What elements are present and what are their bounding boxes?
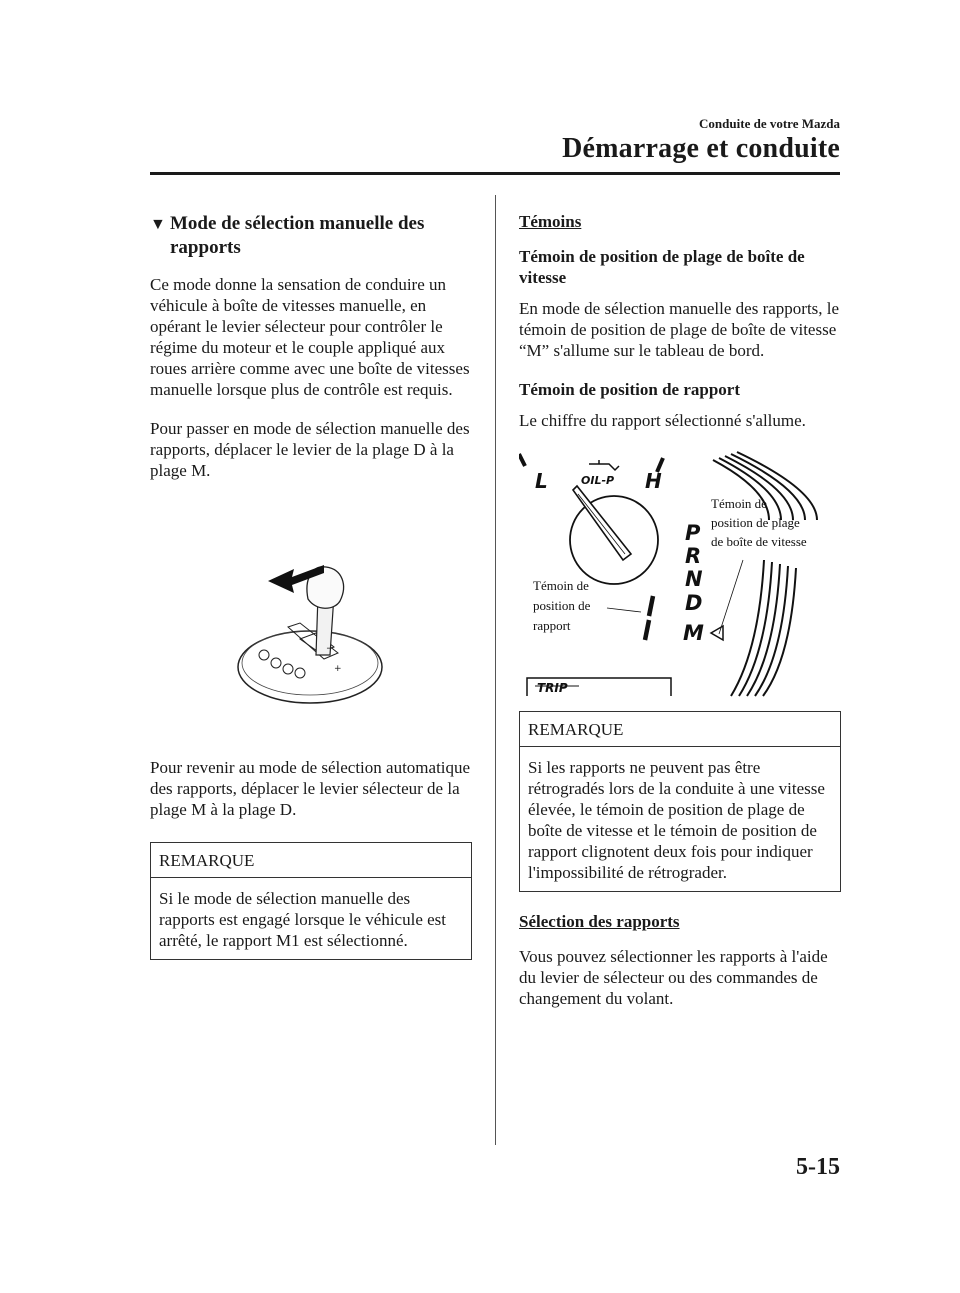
callout-range-line1: Témoin de — [711, 496, 767, 511]
shift-lever-illustration — [230, 555, 390, 705]
range-m: M — [683, 621, 704, 645]
range-indicator-subheading: Témoin de position de plage de boîte de vitesse — [519, 247, 805, 287]
trip-label: TRIP — [537, 681, 568, 695]
range-indicator-paragraph: En mode de sélection manuelle des rapports, le témoin de position de plage de boîte de vitesse “M” s'allume sur le tableau de bord. — [519, 299, 840, 360]
gauge-l-label: L — [535, 469, 548, 493]
page-number: 5-15 — [796, 1154, 840, 1180]
exit-manual-paragraph: Pour revenir au mode de sélection automatique des rapports, déplacer le levier sélecteur de la plage M à la plage D. — [150, 758, 471, 819]
callout-range-leader — [719, 560, 743, 634]
running-section-title: Conduite de votre Mazda — [699, 116, 840, 131]
enter-manual-paragraph: Pour passer en mode de sélection manuelle des rapports, déplacer le levier de la plage D à la plage M. — [150, 419, 470, 480]
instrument-cluster-illustration — [519, 450, 841, 700]
column-divider — [495, 195, 496, 1145]
gauge-tick-left — [519, 454, 525, 466]
gear-indicator-subheading: Témoin de position de rapport — [519, 380, 741, 399]
indicators-heading: Témoins — [519, 212, 582, 231]
gear-indicator-paragraph: Le chiffre du rapport sélectionné s'allume. — [519, 411, 806, 430]
callout-gear-line2: position de — [533, 598, 591, 613]
intro-paragraph: Ce mode donne la sensation de conduire un véhicule à boîte de vitesses manuelle, en opérant le levier sélecteur pour contrôler le régime du moteur et le couple appliqué aux roues arrière comme avec une boîte de vitesses manuelle lorsque plus de contrôle est requis. — [150, 275, 470, 399]
range-d: D — [685, 591, 703, 615]
range-n: N — [685, 567, 703, 591]
speedometer-arcs — [713, 452, 817, 696]
callout-range-line3: de boîte de vitesse — [711, 534, 807, 549]
note-title: REMARQUE — [520, 712, 840, 747]
svg-text:+: + — [334, 664, 342, 674]
callout-gear-line1: Témoin de — [533, 578, 589, 593]
note-box — [519, 711, 841, 892]
gauge-h-label: H — [645, 469, 662, 493]
svg-text:−: − — [326, 644, 334, 654]
oil-pressure-label: OIL-P — [581, 474, 615, 487]
note-body: Si les rapports ne peuvent pas être rétrogradés lors de la conduite à une vitesse élevée, le témoin de position de plage de boîte de vitesse et le témoin de position de rapport clignotent deux fois pour indiquer l'impossibilité de rétrograder. — [528, 758, 825, 882]
gear-selection-heading: Sélection des rapports — [519, 912, 680, 931]
callout-gear-leader — [607, 608, 641, 612]
gear-digit-lower — [645, 620, 649, 640]
section-heading-text: Mode de sélection manuelle des rapports — [170, 213, 425, 258]
callout-range-line2: position de plage — [711, 515, 800, 530]
section-heading — [150, 212, 472, 260]
gear-selection-paragraph: Vous pouvez sélectionner les rapports à l'aide du levier de sélecteur ou des commandes de changement du volant. — [519, 947, 828, 1008]
triangle-bullet-icon: ▼ — [150, 216, 166, 233]
note-box — [150, 842, 472, 960]
note-title: REMARQUE — [151, 843, 471, 878]
header-rule — [150, 172, 840, 175]
oil-can-icon — [589, 460, 619, 470]
chapter-title: Démarrage et conduite — [562, 133, 840, 164]
callout-gear-line3: rapport — [533, 618, 571, 633]
gear-digit-upper — [649, 596, 653, 616]
range-p: P — [685, 521, 701, 545]
note-body: Si le mode de sélection manuelle des rapports est engagé lorsque le véhicule est arrêté, le rapport M1 est sélectionné. — [159, 889, 447, 950]
range-r: R — [685, 544, 702, 568]
